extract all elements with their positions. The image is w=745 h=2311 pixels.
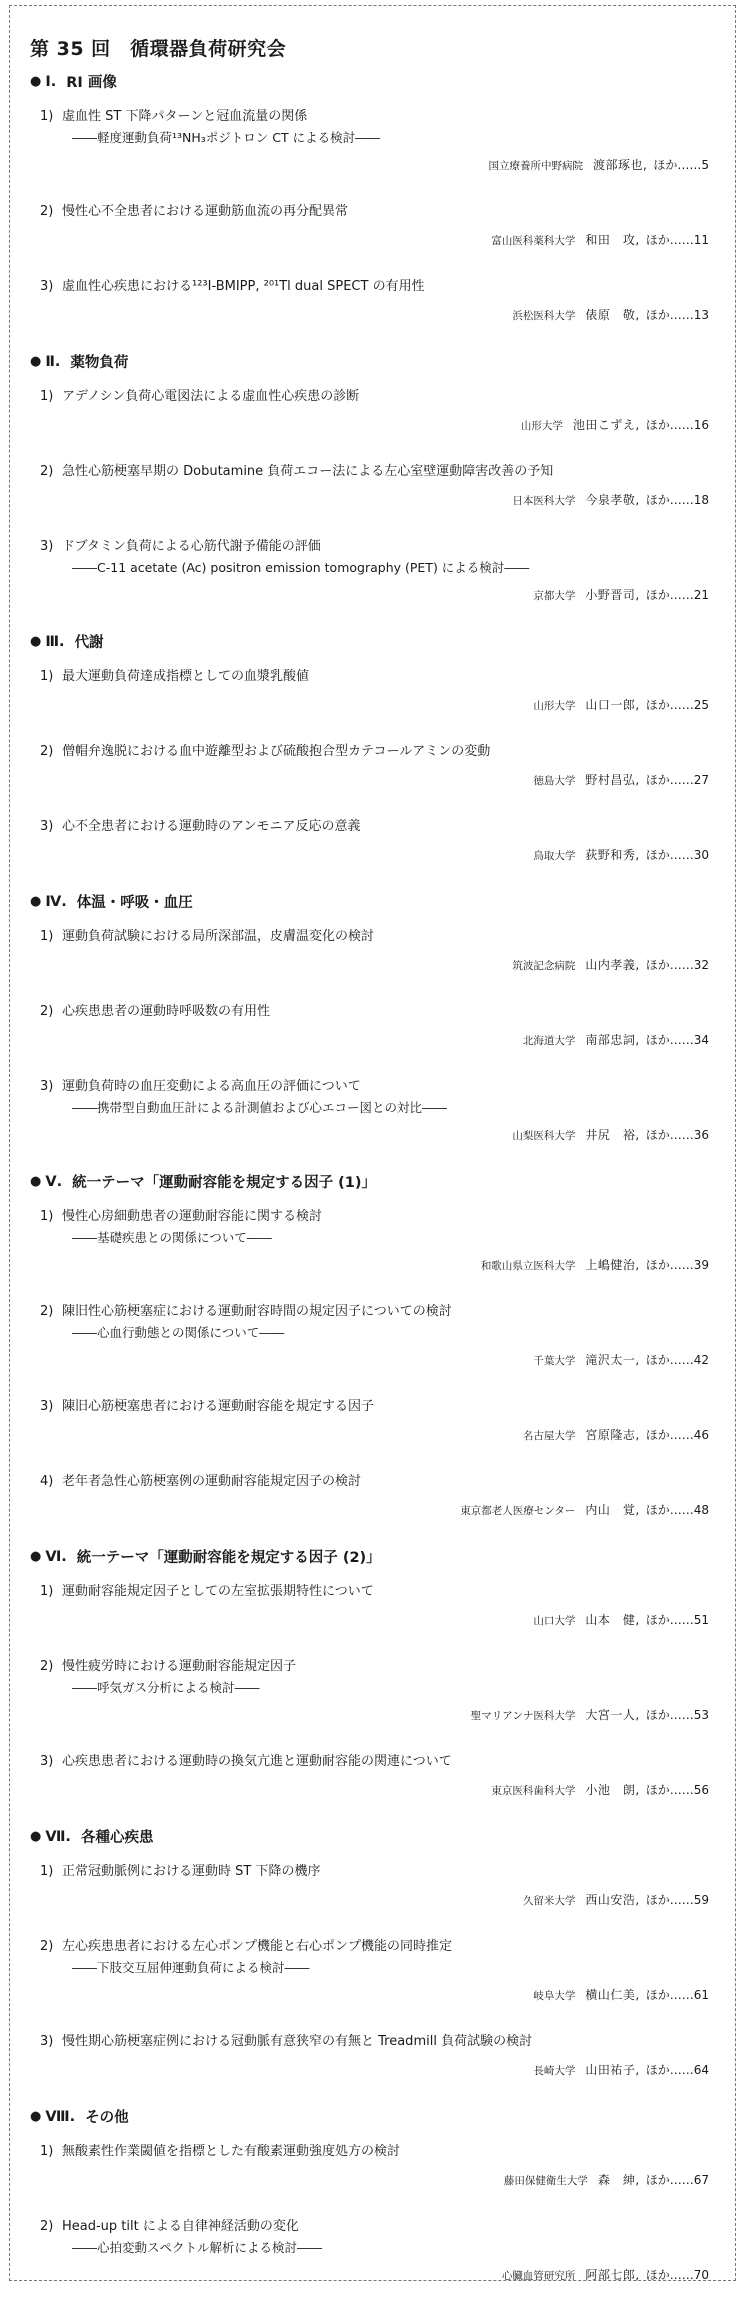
entry-title: 左心疾患患者における左心ポンプ機能と右心ポンプ機能の同時推定 xyxy=(62,1939,453,1954)
entry-title-line xyxy=(30,276,715,298)
toc-entry xyxy=(30,666,715,717)
section-heading xyxy=(30,2106,715,2127)
bullet-icon: ● xyxy=(30,2109,42,2124)
entry-title-line xyxy=(30,1301,715,1323)
toc-section xyxy=(30,1171,715,1522)
section-title: 薬物負荷 xyxy=(70,355,129,371)
page-title: 第 35 回 循環器負荷研究会 xyxy=(30,38,287,60)
toc-entry xyxy=(30,106,715,177)
toc-section xyxy=(30,891,715,1147)
toc-entry xyxy=(30,1861,715,1912)
entry-author: 和田 攻, xyxy=(585,233,640,247)
entry-title-line xyxy=(30,201,715,223)
entry-affiliation: 筑波記念病院 xyxy=(512,960,576,972)
section-number: Ⅶ. xyxy=(45,1828,71,1845)
toc-entry xyxy=(30,386,715,437)
entry-number: 1) xyxy=(40,389,54,404)
entry-number: 2) xyxy=(40,1004,54,1019)
entry-affiliation: 心臓血管研究所 xyxy=(501,2270,576,2282)
entry-title: 心疾患患者における運動時の換気亢進と運動耐容能の関連について xyxy=(62,1754,452,1769)
entry-title-line xyxy=(30,1076,715,1098)
toc-entry xyxy=(30,1396,715,1447)
entry-subtitle: ――心血行動態との関係について―― xyxy=(72,1325,285,1340)
toc-entry xyxy=(30,201,715,252)
entry-title: 陳旧心筋梗塞患者における運動耐容能を規定する因子 xyxy=(62,1399,375,1414)
entry-title: 心疾患患者の運動時呼吸数の有用性 xyxy=(62,1004,271,1019)
entry-title-line xyxy=(30,741,715,763)
toc-entry xyxy=(30,1301,715,1372)
entry-page-ref: ほか……56 xyxy=(645,1783,709,1797)
entry-title: Head-up tilt による自律神経活動の変化 xyxy=(62,2219,299,2234)
entry-meta xyxy=(30,1704,715,1727)
entry-author: 大宮一人, xyxy=(585,1708,640,1722)
entry-affiliation: 岐阜大学 xyxy=(533,1990,576,2002)
entry-affiliation: 浜松医科大学 xyxy=(512,310,576,322)
entry-affiliation: 長崎大学 xyxy=(533,2065,576,2077)
section-number: Ⅱ. xyxy=(45,353,61,370)
entry-number: 2) xyxy=(40,1659,54,1674)
toc-entry xyxy=(30,2141,715,2192)
entry-subtitle: ――呼気ガス分析による検討―― xyxy=(72,1680,260,1695)
entry-author: 森 紳, xyxy=(597,2173,640,2187)
entry-title-line xyxy=(30,2141,715,2163)
toc-section xyxy=(30,2106,715,2287)
entry-affiliation: 和歌山県立医科大学 xyxy=(480,1260,576,1272)
entry-author: 池田こずえ, xyxy=(572,418,640,432)
entry-author: 野村昌弘, xyxy=(585,773,640,787)
section-number: Ⅴ. xyxy=(45,1173,63,1190)
entry-affiliation: 聖マリアンナ医科大学 xyxy=(470,1710,576,1722)
entry-author: 山本 健, xyxy=(585,1613,640,1627)
entry-meta xyxy=(30,1609,715,1632)
entry-author: 小池 朗, xyxy=(585,1783,640,1797)
entry-page-ref: ほか……67 xyxy=(645,2173,709,2187)
entry-affiliation: 千葉大学 xyxy=(533,1355,576,1367)
entry-number: 3) xyxy=(40,1079,54,1094)
entry-affiliation: 山形大学 xyxy=(520,420,563,432)
entry-title-line xyxy=(30,536,715,558)
entry-meta xyxy=(30,769,715,792)
entry-page-ref: ほか……11 xyxy=(645,233,709,247)
entry-number: 1) xyxy=(40,109,54,124)
entry-author: 渡部琢也, xyxy=(593,158,648,172)
entry-title-line xyxy=(30,106,715,128)
entry-title: 運動負荷時の血圧変動による高血圧の評価について xyxy=(62,1079,361,1094)
entry-page-ref: ほか……51 xyxy=(645,1613,709,1627)
entry-meta xyxy=(30,2169,715,2192)
section-title: 体温・呼吸・血圧 xyxy=(76,895,193,911)
entry-title: 無酸素性作業閾値を指標とした有酸素運動強度処方の検討 xyxy=(62,2144,401,2159)
toc-entry xyxy=(30,741,715,792)
entry-page-ref: ほか……18 xyxy=(645,493,709,507)
entry-subtitle: ――基礎疾患との関係について―― xyxy=(72,1230,272,1245)
entry-number: 3) xyxy=(40,1399,54,1414)
section-heading xyxy=(30,1546,715,1567)
entry-author: 俵原 敬, xyxy=(585,308,640,322)
entry-page-ref: ほか……53 xyxy=(645,1708,709,1722)
entry-number: 3) xyxy=(40,819,54,834)
entry-author: 荻野和秀, xyxy=(585,848,640,862)
entry-title-line xyxy=(30,1656,715,1678)
entry-author: 阿部七郎, xyxy=(585,2268,640,2282)
entry-meta xyxy=(30,844,715,867)
section-heading xyxy=(30,71,715,92)
section-heading xyxy=(30,351,715,372)
entry-meta xyxy=(30,1424,715,1447)
entry-title-line xyxy=(30,1001,715,1023)
entry-affiliation: 山口大学 xyxy=(533,1615,576,1627)
section-title: 統一テーマ「運動耐容能を規定する因子 (2)」 xyxy=(76,1550,381,1566)
toc-section xyxy=(30,71,715,327)
entry-meta xyxy=(30,304,715,327)
toc-entry xyxy=(30,1656,715,1727)
entry-author: 横山仁美, xyxy=(585,1988,640,2002)
entry-number: 1) xyxy=(40,1864,54,1879)
entry-affiliation: 東京医科歯科大学 xyxy=(491,1785,576,1797)
bullet-icon: ● xyxy=(30,894,42,909)
toc-entry xyxy=(30,1936,715,2007)
entry-title: 慢性疲労時における運動耐容能規定因子 xyxy=(62,1659,297,1674)
toc-entry xyxy=(30,816,715,867)
entry-affiliation: 藤田保健衛生大学 xyxy=(503,2175,588,2187)
entry-number: 2) xyxy=(40,204,54,219)
entry-subtitle: ――下肢交互屈伸運動負荷による検討―― xyxy=(72,1960,310,1975)
entry-author: 山内孝義, xyxy=(585,958,640,972)
entry-meta xyxy=(30,1254,715,1277)
entry-author: 山田祐子, xyxy=(585,2063,640,2077)
entry-author: 南部忠詞, xyxy=(585,1033,640,1047)
entry-meta xyxy=(30,414,715,437)
entry-title-line xyxy=(30,666,715,688)
entry-title: アデノシン負荷心電図法による虚血性心疾患の診断 xyxy=(62,389,360,404)
entry-page-ref: ほか……34 xyxy=(645,1033,709,1047)
bullet-icon: ● xyxy=(30,1174,42,1189)
entry-meta xyxy=(30,1499,715,1522)
entry-meta xyxy=(30,229,715,252)
entry-page-ref: ほか……5 xyxy=(653,158,709,172)
entry-author: 滝沢太一, xyxy=(585,1353,640,1367)
entry-title: 陳旧性心筋梗塞症における運動耐容時間の規定因子についての検討 xyxy=(62,1304,452,1319)
toc-entry xyxy=(30,1206,715,1277)
entry-title-line xyxy=(30,1206,715,1228)
toc-entry xyxy=(30,1076,715,1147)
entry-affiliation: 徳島大学 xyxy=(533,775,576,787)
entry-meta xyxy=(30,1984,715,2007)
table-of-contents xyxy=(30,34,715,2311)
entry-meta xyxy=(30,2264,715,2287)
entry-number: 3) xyxy=(40,539,54,554)
entry-meta xyxy=(30,694,715,717)
entry-affiliation: 東京都老人医療センター xyxy=(460,1505,576,1517)
toc-entry xyxy=(30,536,715,607)
entry-affiliation: 鳥取大学 xyxy=(533,850,576,862)
bullet-icon: ● xyxy=(30,634,42,649)
entry-page-ref: ほか……13 xyxy=(645,308,709,322)
entry-number: 1) xyxy=(40,1584,54,1599)
entry-number: 1) xyxy=(40,929,54,944)
entry-page-ref: ほか……46 xyxy=(645,1428,709,1442)
toc-entry xyxy=(30,1751,715,1802)
entry-title-line xyxy=(30,1581,715,1603)
entry-title: 虚血性心疾患における¹²³I-BMIPP, ²⁰¹Tl dual SPECT の有用性 xyxy=(62,279,425,294)
entry-number: 2) xyxy=(40,1939,54,1954)
entry-meta xyxy=(30,2059,715,2082)
entry-author: 上嶋健治, xyxy=(585,1258,640,1272)
toc-entry xyxy=(30,1471,715,1522)
entry-title-line xyxy=(30,1751,715,1773)
entry-page-ref: ほか……64 xyxy=(645,2063,709,2077)
entry-page-ref: ほか……36 xyxy=(645,1128,709,1142)
entry-page-ref: ほか……25 xyxy=(645,698,709,712)
section-number: Ⅲ. xyxy=(45,633,65,650)
entry-title: 慢性心不全患者における運動筋血流の再分配異常 xyxy=(62,204,349,219)
bullet-icon: ● xyxy=(30,74,42,89)
section-title: その他 xyxy=(85,2110,129,2126)
entry-affiliation: 名古屋大学 xyxy=(522,1430,576,1442)
entry-number: 2) xyxy=(40,744,54,759)
entry-number: 1) xyxy=(40,1209,54,1224)
entry-title: 正常冠動脈例における運動時 ST 下降の機序 xyxy=(62,1864,321,1879)
entry-page-ref: ほか……32 xyxy=(645,958,709,972)
entry-author: 宮原隆志, xyxy=(585,1428,640,1442)
toc-entry xyxy=(30,276,715,327)
section-title: 統一テーマ「運動耐容能を規定する因子 (1)」 xyxy=(72,1175,376,1191)
entry-meta xyxy=(30,1889,715,1912)
entry-title-line xyxy=(30,1936,715,1958)
bullet-icon: ● xyxy=(30,1829,42,1844)
section-number: Ⅵ. xyxy=(45,1548,67,1565)
entry-number: 2) xyxy=(40,464,54,479)
entry-title-line xyxy=(30,1471,715,1493)
toc-entry xyxy=(30,1581,715,1632)
entry-meta xyxy=(30,954,715,977)
toc-entry xyxy=(30,926,715,977)
section-heading xyxy=(30,631,715,652)
entry-affiliation: 国立療養所中野病院 xyxy=(488,160,584,172)
toc-entry xyxy=(30,2031,715,2082)
sections-container xyxy=(30,71,715,2287)
toc-section xyxy=(30,1826,715,2082)
entry-title-line xyxy=(30,1861,715,1883)
entry-title-line xyxy=(30,2031,715,2053)
entry-meta xyxy=(30,1124,715,1147)
entry-page-ref: ほか……48 xyxy=(645,1503,709,1517)
entry-author: 今泉孝敬, xyxy=(585,493,640,507)
entry-meta xyxy=(30,489,715,512)
section-heading xyxy=(30,1826,715,1847)
entry-affiliation: 山梨医科大学 xyxy=(512,1130,576,1142)
entry-number: 3) xyxy=(40,1754,54,1769)
entry-number: 2) xyxy=(40,2219,54,2234)
entry-page-ref: ほか……70 xyxy=(645,2268,709,2282)
section-title: 代謝 xyxy=(74,635,104,651)
entry-subtitle: ――携帯型自動血圧計による計測値および心エコー図との対比―― xyxy=(72,1100,448,1115)
entry-affiliation: 京都大学 xyxy=(533,590,576,602)
toc-entry xyxy=(30,1001,715,1052)
entry-title-line xyxy=(30,816,715,838)
entry-page-ref: ほか……61 xyxy=(645,1988,709,2002)
entry-meta xyxy=(30,1349,715,1372)
toc-entry xyxy=(30,2216,715,2287)
entry-author: 井尻 裕, xyxy=(585,1128,640,1142)
entry-title-line xyxy=(30,926,715,948)
toc-entry xyxy=(30,461,715,512)
entry-title: 運動負荷試験における局所深部温，皮膚温変化の検討 xyxy=(62,929,375,944)
entry-page-ref: ほか……42 xyxy=(645,1353,709,1367)
entry-number: 1) xyxy=(40,2144,54,2159)
section-heading xyxy=(30,891,715,912)
entry-title-line xyxy=(30,1396,715,1418)
entry-title: 心不全患者における運動時のアンモニア反応の意義 xyxy=(62,819,361,834)
section-number: Ⅷ. xyxy=(45,2108,76,2125)
entry-title: 老年者急性心筋梗塞例の運動耐容能規定因子の検討 xyxy=(62,1474,362,1489)
entry-author: 山口一郎, xyxy=(585,698,640,712)
entry-number: 1) xyxy=(40,669,54,684)
entry-meta xyxy=(30,1779,715,1802)
entry-title: 虚血性 ST 下降パターンと冠血流量の関係 xyxy=(62,109,308,124)
entry-title: 慢性心房細動患者の運動耐容能に関する検討 xyxy=(62,1209,323,1224)
entry-page-ref: ほか……30 xyxy=(645,848,709,862)
entry-subtitle: ――心拍変動スペクトル解析による検討―― xyxy=(72,2240,323,2255)
section-heading xyxy=(30,1171,715,1192)
entry-page-ref: ほか……21 xyxy=(645,588,709,602)
toc-section xyxy=(30,351,715,607)
entry-title: ドブタミン負荷による心筋代謝予備能の評価 xyxy=(62,539,321,554)
entry-title: 運動耐容能規定因子としての左室拡張期特性について xyxy=(62,1584,374,1599)
entry-number: 3) xyxy=(40,279,54,294)
section-title: RI 画像 xyxy=(66,75,117,91)
bullet-icon: ● xyxy=(30,1549,42,1564)
entry-meta xyxy=(30,584,715,607)
entry-title-line xyxy=(30,461,715,483)
entry-affiliation: 北海道大学 xyxy=(522,1035,576,1047)
bullet-icon: ● xyxy=(30,354,42,369)
entry-title: 急性心筋梗塞早期の Dobutamine 負荷エコー法による左心室壁運動障害改善の予知 xyxy=(62,464,554,479)
entry-number: 3) xyxy=(40,2034,54,2049)
entry-author: 内山 覚, xyxy=(585,1503,640,1517)
entry-affiliation: 山形大学 xyxy=(533,700,576,712)
entry-affiliation: 日本医科大学 xyxy=(512,495,576,507)
entry-affiliation: 久留米大学 xyxy=(522,1895,576,1907)
toc-section xyxy=(30,631,715,867)
entry-meta xyxy=(30,154,715,177)
entry-author: 西山安浩, xyxy=(585,1893,640,1907)
entry-title-line xyxy=(30,386,715,408)
entry-title-line xyxy=(30,2216,715,2238)
entry-number: 2) xyxy=(40,1304,54,1319)
section-number: Ⅳ. xyxy=(45,893,67,910)
entry-subtitle: ――軽度運動負荷¹³NH₃ポジトロン CT による検討―― xyxy=(72,130,381,145)
entry-number: 4) xyxy=(40,1474,54,1489)
entry-page-ref: ほか……27 xyxy=(645,773,709,787)
section-number: Ⅰ. xyxy=(45,73,57,90)
entry-author: 小野晋司, xyxy=(585,588,640,602)
entry-affiliation: 富山医科薬科大学 xyxy=(491,235,576,247)
entry-page-ref: ほか……16 xyxy=(645,418,709,432)
entry-title: 最大運動負荷達成指標としての血漿乳酸値 xyxy=(62,669,310,684)
entry-meta xyxy=(30,1029,715,1052)
entry-page-ref: ほか……59 xyxy=(645,1893,709,1907)
entry-title: 慢性期心筋梗塞症例における冠動脈有意狭窄の有無と Treadmill 負荷試験の検討 xyxy=(62,2034,533,2049)
entry-page-ref: ほか……39 xyxy=(645,1258,709,1272)
entry-title: 僧帽弁逸脱における血中遊離型および硫酸抱合型カテコールアミンの変動 xyxy=(62,744,491,759)
entry-subtitle: ――C-11 acetate (Ac) positron emission tomography (PET) による検討―― xyxy=(72,560,530,575)
toc-section xyxy=(30,1546,715,1802)
section-title: 各種心疾患 xyxy=(80,1830,154,1846)
